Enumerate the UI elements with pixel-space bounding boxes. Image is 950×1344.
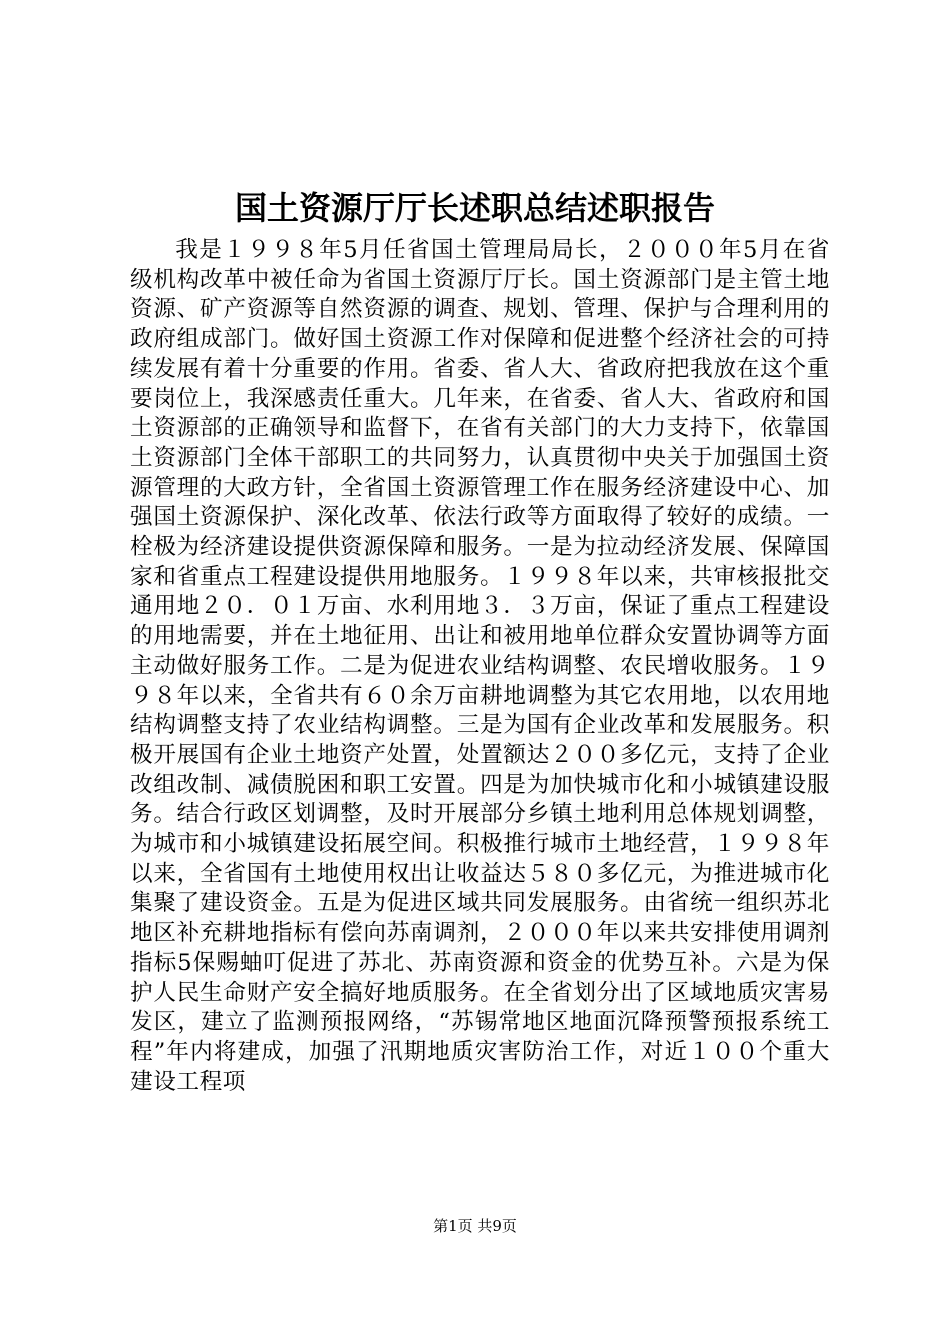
document-body-paragraph: 我是１９９８年5月任省国土管理局局长，２０００年5月在省级机构改革中被任命为省国土资源厅厅长。国土资源部门是主管土地资源、矿产资源等自然资源的调查、规划、管理、保护与合理利用的政府组成部门。做好国土资源工作对保障和促进整个经济社会的可持续发展有着十分重要的作用。省委、省人大、省政府把我放在这个重要岗位上，我深感责任重大。几年来，在省委、省人大、省政府和国土资源部的正确领导和监督下，在省有关部门的大力支持下，依靠国土资源部门全体干部职工的共同努力，认真贯彻中央关于加强国土资源管理的大政方针，全省国土资源管理工作在服务经济建设中心、加强国土资源保护、深化改革、依法行政等方面取得了较好的成绩。一栓极为经济建设提供资源保障和服务。一是为拉动经济发展、保障国家和省重点工程建设提供用地服务。１９９８年以来，共审核报批交通用地２０．０１万亩、水利用地３．３万亩，保证了重点工程建设的用地需要，并在土地征用、出让和被用地单位群众安置协调等方面主动做好服务工作。二是为促进农业结构调整、农民增收服务。１９９８年以来，全省共有６０余万亩耕地调整为其它农用地，以农用地结构调整支持了农业结构调整。三是为国有企业改革和发展服务。积极开展国有企业土地资产处置，处置额达２００多亿元，支持了企业改组改制、减债脱困和职工安置。四是为加快城市化和小城镇建设服务。结合行政区划调整，及时开展部分乡镇土地利用总体规划调整，为城市和小城镇建设拓展空间。积极推行城市土地经营，１９９８年以来，全省国有土地使用权出让收益达５８０多亿元，为推进城市化集聚了建设资金。五是为促进区域共同发展服务。由省统一组织苏北地区补充耕地指标有偿向苏南调剂，２０００年以来共安排使用调剂指标5保赐蚰叮促进了苏北、苏南资源和资金的优势互补。六是为保护人民生命财产安全搞好地质服务。在全省划分出了区域地质灾害易发区，建立了监测预报网络，“苏锡常地区地面沉降预警预报系统工程”年内将建成，加强了汛期地质灾害防治工作，对近１００个重大建设工程项	[130, 237, 830, 1095]
page-number-footer: 第1页 共9页	[433, 1217, 517, 1235]
document-title: 国土资源厅厅长述职总结述职报告	[234, 189, 715, 227]
